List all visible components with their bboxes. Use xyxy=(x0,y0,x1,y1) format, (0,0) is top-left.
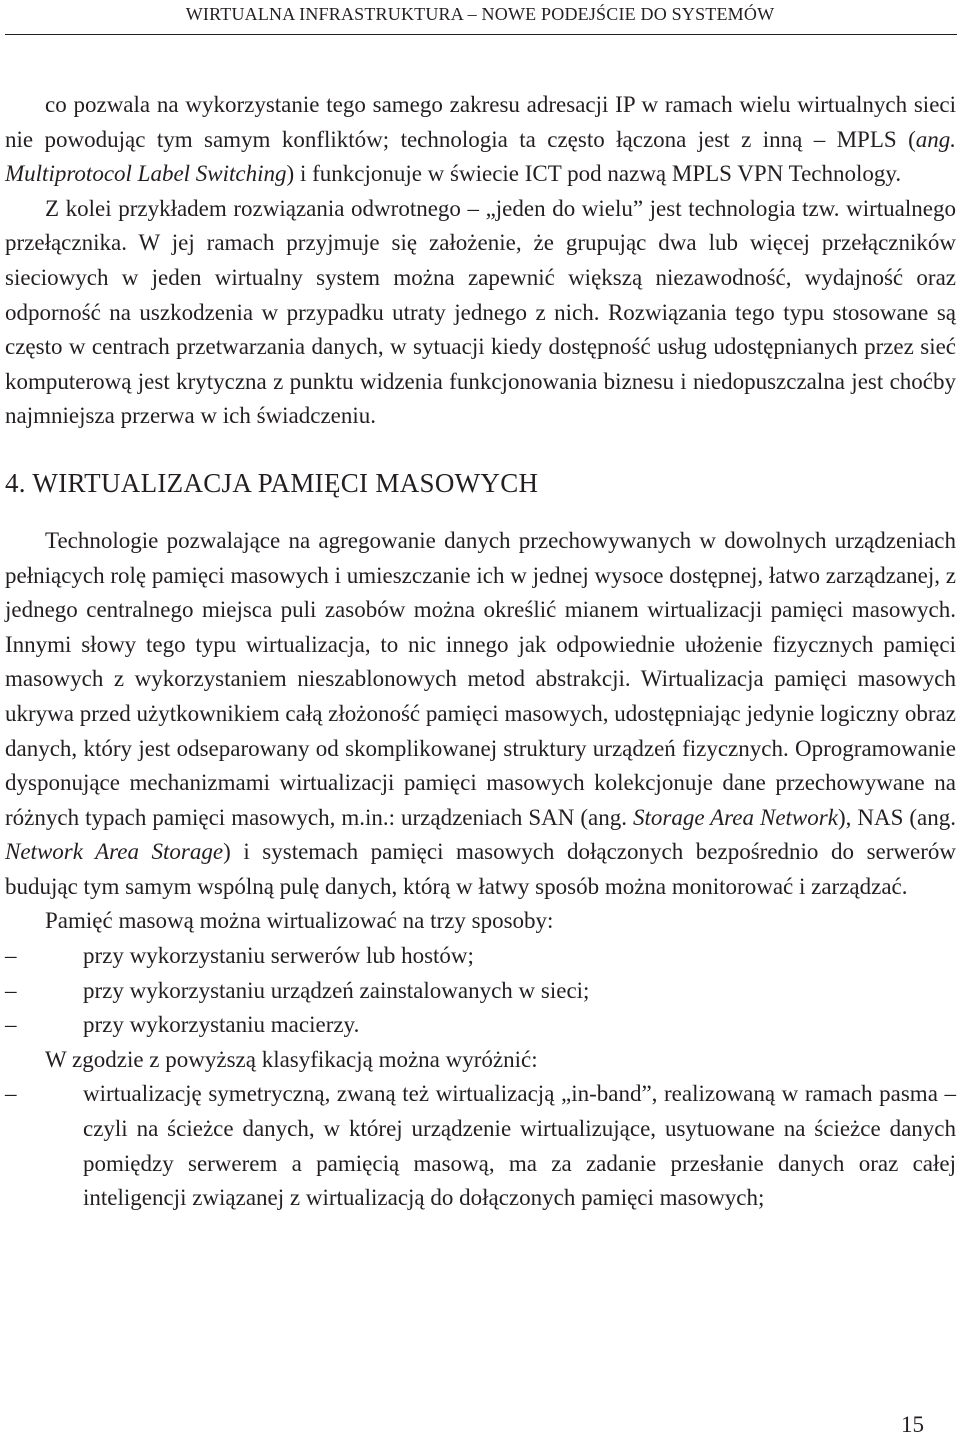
dash-marker: – xyxy=(5,1081,17,1107)
paragraph-virtual-switch: Z kolei przykładem rozwiązania odwrotnego – „jeden do wielu” jest technologia tzw. wirtualnego przełącznika. W jej ramach przyjmuje się założenie, że grupując dwa lub więcej przełączników sieciowych w jeden wirtualny system można zapewnić większą niezawodność, wydajność oraz odporność na uszkodzenia w przypadku utraty jednego z nich. Rozwiązania tego typu stosowane są często w centrach przetwarzania danych, w sytuacji kiedy dostępność usług udostępnianych przez sieć komputerową jest krytyczna z punktu widzenia funkcjonowania biznesu i niedopuszczalna jest choćby najmniejsza przerwa w ich świadczeniu. xyxy=(5,195,956,429)
list-item xyxy=(5,939,956,974)
mpls-text-1: co pozwala na wykorzystanie tego samego zakresu adresacji IP w ramach wielu wirtualnych sieci nie powodując tym samym konfliktów; technologia ta często łączona jest z inną – MPLS ( xyxy=(5,92,956,152)
header-rule xyxy=(5,34,957,35)
paragraph-storage-virtualization xyxy=(5,524,956,905)
paragraph-mpls xyxy=(5,88,956,192)
nas-term-italic: Network Area Storage xyxy=(5,839,224,865)
page-body xyxy=(5,88,956,1216)
ways-list xyxy=(5,939,956,1043)
dash-marker: – xyxy=(5,1012,17,1038)
list-item-text: przy wykorzystaniu urządzeń zainstalowanych w sieci; xyxy=(83,977,590,1003)
storage-text-1: Technologie pozwalające na agregowanie danych przechowywanych w dowolnych urządzeniach pełniących rolę pamięci masowych i umieszczanie ich w jednej wysoce dostępnej, łatwo zarządzanej, z jednego centralnego miejsca puli zasobów można określić mianem wirtualizacji pamięci masowych. Innymi słowy tego typu wirtualizacja, to nic innego jak odpowiednie ułożenie fizycznych pamięci masowych z wykorzystaniem nieszablonowych metod abstrakcji. Wirtualizacja pamięci masowych ukrywa przed użytkownikiem całą złożoność pamięci masowych, udostępniając jedynie logiczny obraz danych, który jest odseparowany od skomplikowanej struktury urządzeń fizycznych. Oprogramowanie dysponujące mechanizmami wirtualizacji pamięci masowych kolekcjonuje dane przechowywane na różnych typach pamięci masowych, m.in.: urządzeniach SAN (ang. xyxy=(5,527,956,830)
list-item-text: przy wykorzystaniu serwerów lub hostów; xyxy=(83,943,474,969)
classification-list xyxy=(5,1077,956,1215)
mpls-text-2: ) i funkcjonuje w świecie ICT pod nazwą MPLS VPN Technology. xyxy=(286,161,902,187)
storage-text-2: ), NAS (ang. xyxy=(837,804,956,830)
list-item-text: wirtualizację symetryczną, zwaną też wirtualizacją „in-band”, realizowaną w ramach pasma – czyli na ścieżce danych, w której urządzenie wirtualizujące, usytuowane na ścieżce danych pomiędzy serwerem a pamięcią masową, ma za zadanie przesłanie danych oraz całej inteligencji związanej z wirtualizacją do dołączonych pamięci masowych; xyxy=(83,1081,956,1211)
san-term-italic: Storage Area Network xyxy=(632,804,838,830)
list-item xyxy=(5,974,956,1009)
mpls-term-italic: ang. Multiprotocol Label Switching xyxy=(5,126,956,187)
list-item-text: przy wykorzystaniu macierzy. xyxy=(83,1012,360,1038)
classification-intro: W zgodzie z powyższą klasyfikacją można wyróżnić: xyxy=(45,1046,538,1072)
ways-intro: Pamięć masową można wirtualizować na trzy sposoby: xyxy=(45,908,554,934)
storage-text-3: ) i systemach pamięci masowych dołączonych bezpośrednio do serwerów budując tym samym wspólną pulę danych, którą w łatwy sposób można monitorować i zarządzać. xyxy=(5,839,956,899)
list-item xyxy=(5,1008,956,1043)
dash-marker: – xyxy=(5,943,17,969)
section-title: 4. WIRTUALIZACJA PAMIĘCI MASOWYCH xyxy=(5,467,539,498)
running-header: WIRTUALNA INFRASTRUKTURA – NOWE PODEJŚCIE DO SYSTEMÓW xyxy=(185,4,775,24)
dash-marker: – xyxy=(5,977,17,1003)
page-number: 15 xyxy=(901,1412,924,1437)
list-item xyxy=(5,1077,956,1215)
